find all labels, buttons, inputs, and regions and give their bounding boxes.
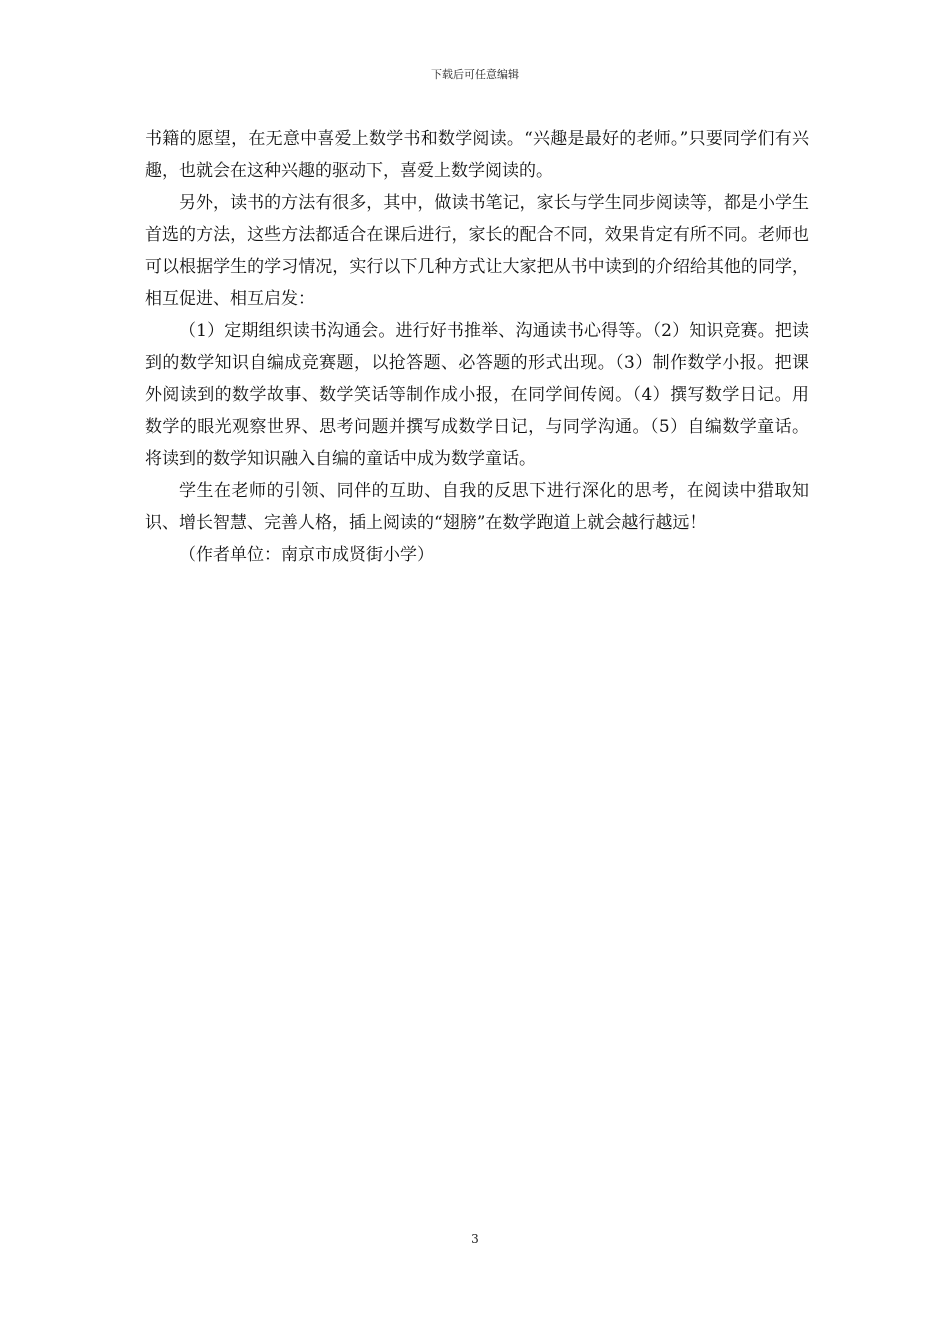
- paragraph-reading-methods: 另外，读书的方法有很多，其中，做读书笔记，家长与学生同步阅读等，都是小学生首选的方法，这些方法都适合在课后进行，家长的配合不同，效果肯定有所不同。老师也可以根据学生的学习情况，实行以下几种方式让大家把从书中读到的介绍给其他的同学，相互促进、相互启发：: [145, 193, 809, 309]
- header-note: 下载后可任意编辑: [431, 68, 519, 81]
- page-number: 3: [471, 1232, 479, 1246]
- paragraph-continuation: 书籍的愿望，在无意中喜爱上数学书和数学阅读。“兴趣是最好的老师。”只要同学们有兴趣，也就会在这种兴趣的驱动下，喜爱上数学阅读的。: [145, 129, 809, 181]
- author-affiliation: （作者单位：南京市成贤街小学）: [179, 545, 434, 565]
- body-text: [145, 123, 809, 571]
- paragraph-activities-list: （1）定期组织读书沟通会。进行好书推举、沟通读书心得等。（2）知识竞赛。把读到的数学知识自编成竞赛题，以抢答题、必答题的形式出现。（3）制作数学小报。把课外阅读到的数学故事、数学笑话等制作成小报，在同学间传阅。（4）撰写数学日记。用数学的眼光观察世界、思考问题并撰写成数学日记，与同学沟通。（5）自编数学童话。将读到的数学知识融入自编的童话中成为数学童话。: [145, 321, 809, 469]
- paragraph-conclusion: 学生在老师的引领、同伴的互助、自我的反思下进行深化的思考，在阅读中猎取知识、增长智慧、完善人格，插上阅读的“翅膀”在数学跑道上就会越行越远！: [145, 481, 809, 533]
